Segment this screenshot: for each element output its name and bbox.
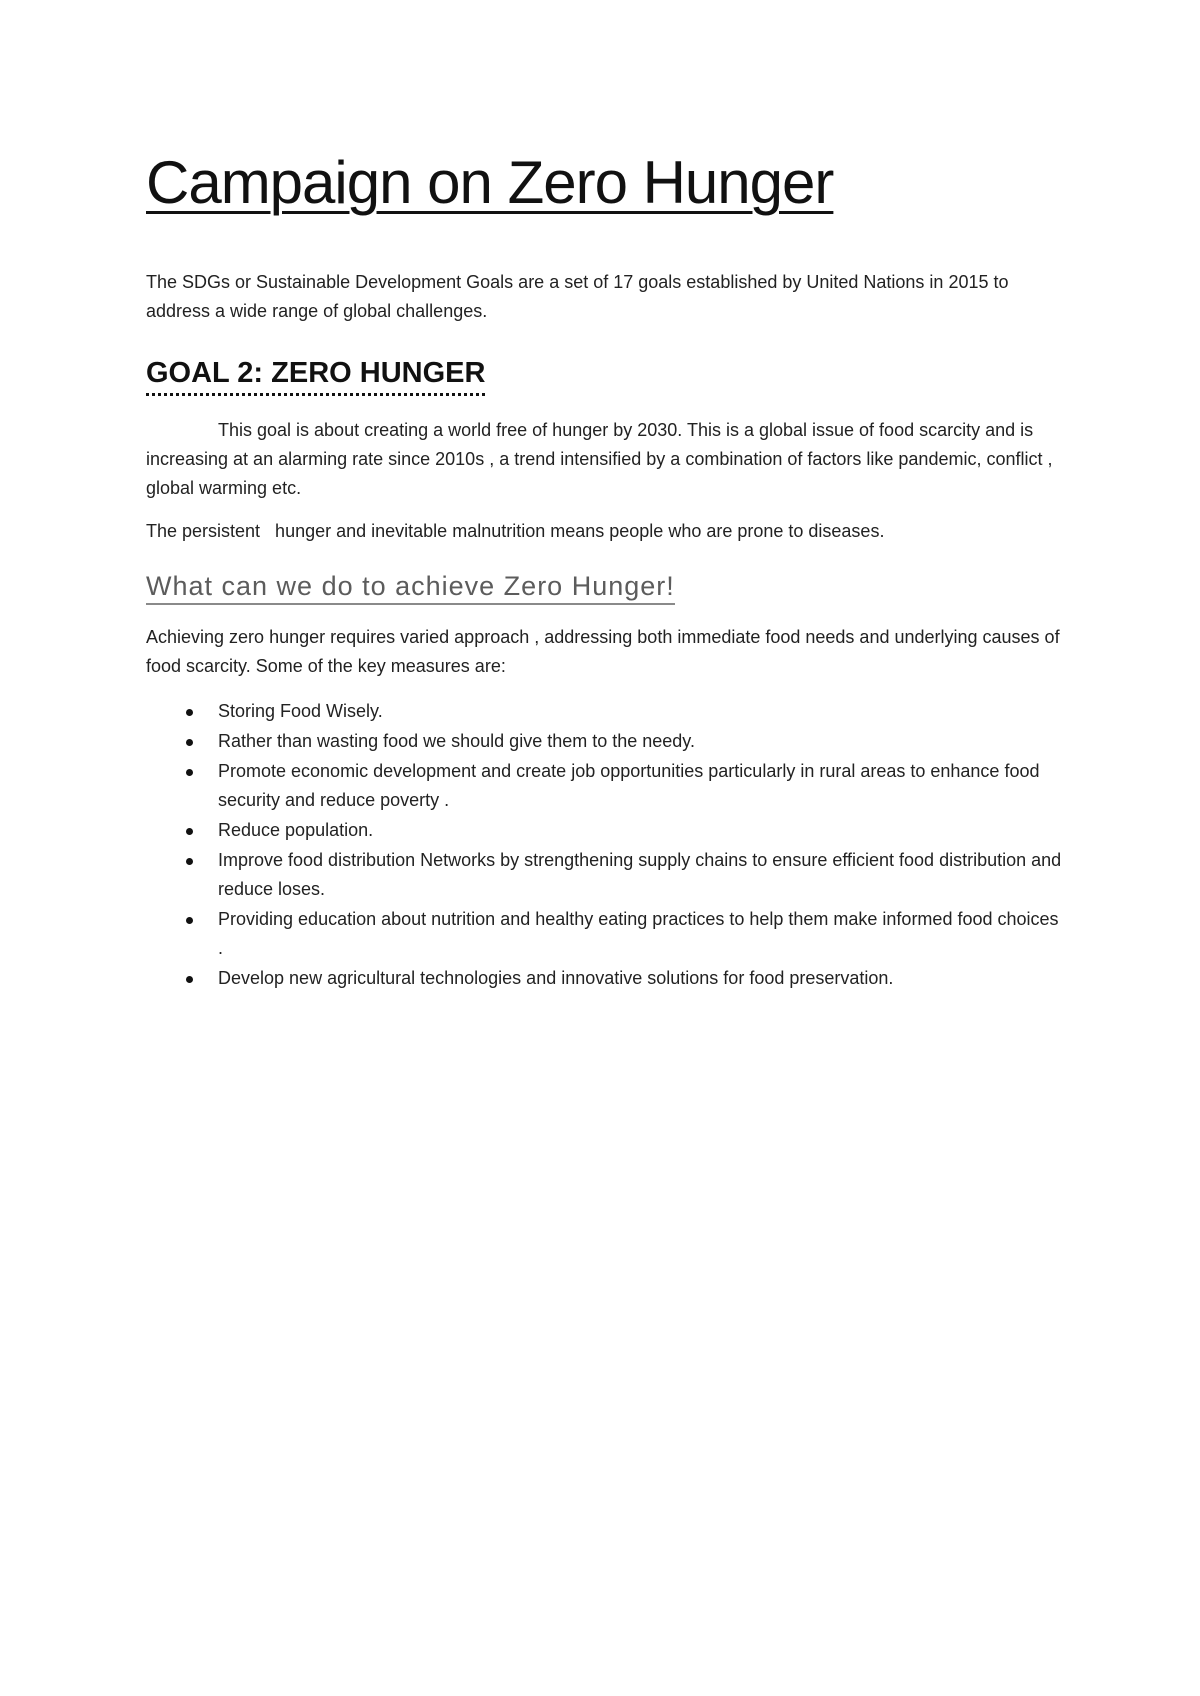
approach-paragraph: Achieving zero hunger requires varied approach , addressing both immediate food needs and underlying causes of food scarcity. Some of the key measures are: — [146, 627, 1060, 677]
section-subheading: What can we do to achieve Zero Hunger! — [146, 570, 675, 605]
list-item-text: Develop new agricultural technologies and innovative solutions for food preservation. — [218, 968, 894, 989]
bullet-icon — [186, 739, 193, 746]
list-item-text: Reduce population. — [218, 820, 374, 841]
document-title: Campaign on Zero Hunger — [146, 149, 834, 216]
intro-paragraph: The SDGs or Sustainable Development Goals are a set of 17 goals established by United Nations in 2015 to address a wide range of global challenges. — [146, 272, 1009, 321]
list-item-text: Rather than wasting food we should give them to the needy. — [218, 731, 695, 752]
list-item-text: Improve food distribution Networks by strengthening supply chains to ensure efficient food distribution and reduce loses. — [218, 850, 1062, 900]
persistent-paragraph: The persistent hunger and inevitable malnutrition means people who are prone to diseases. — [146, 520, 885, 541]
bullet-icon — [186, 917, 193, 924]
bullet-icon — [186, 858, 193, 865]
bullet-icon — [186, 709, 193, 716]
list-item-text: Storing Food Wisely. — [218, 701, 383, 722]
list-item — [146, 964, 1066, 993]
bullet-icon — [186, 976, 193, 983]
list-item — [146, 846, 1066, 904]
bullet-icon — [186, 769, 193, 776]
list-item — [146, 727, 1066, 756]
list-item — [146, 905, 1066, 963]
list-item — [146, 697, 1066, 726]
measures-list — [146, 697, 1066, 993]
list-item — [146, 757, 1066, 815]
list-item — [146, 816, 1066, 845]
list-item-text: Promote economic development and create job opportunities particularly in rural areas to enhance food security and reduce poverty . — [218, 761, 1040, 811]
bullet-icon — [186, 828, 193, 835]
document-body — [146, 150, 1066, 994]
goal-paragraph: This goal is about creating a world free of hunger by 2030. This is a global issue of food scarcity and is increasing at an alarming rate since 2010s , a trend intensified by a combination of factors like pandemic, conflict , global warming etc. — [146, 419, 1053, 498]
goal-heading: GOAL 2: ZERO HUNGER — [146, 356, 485, 396]
list-item-text: Providing education about nutrition and healthy eating practices to help them make informed food choices . — [218, 909, 1059, 959]
